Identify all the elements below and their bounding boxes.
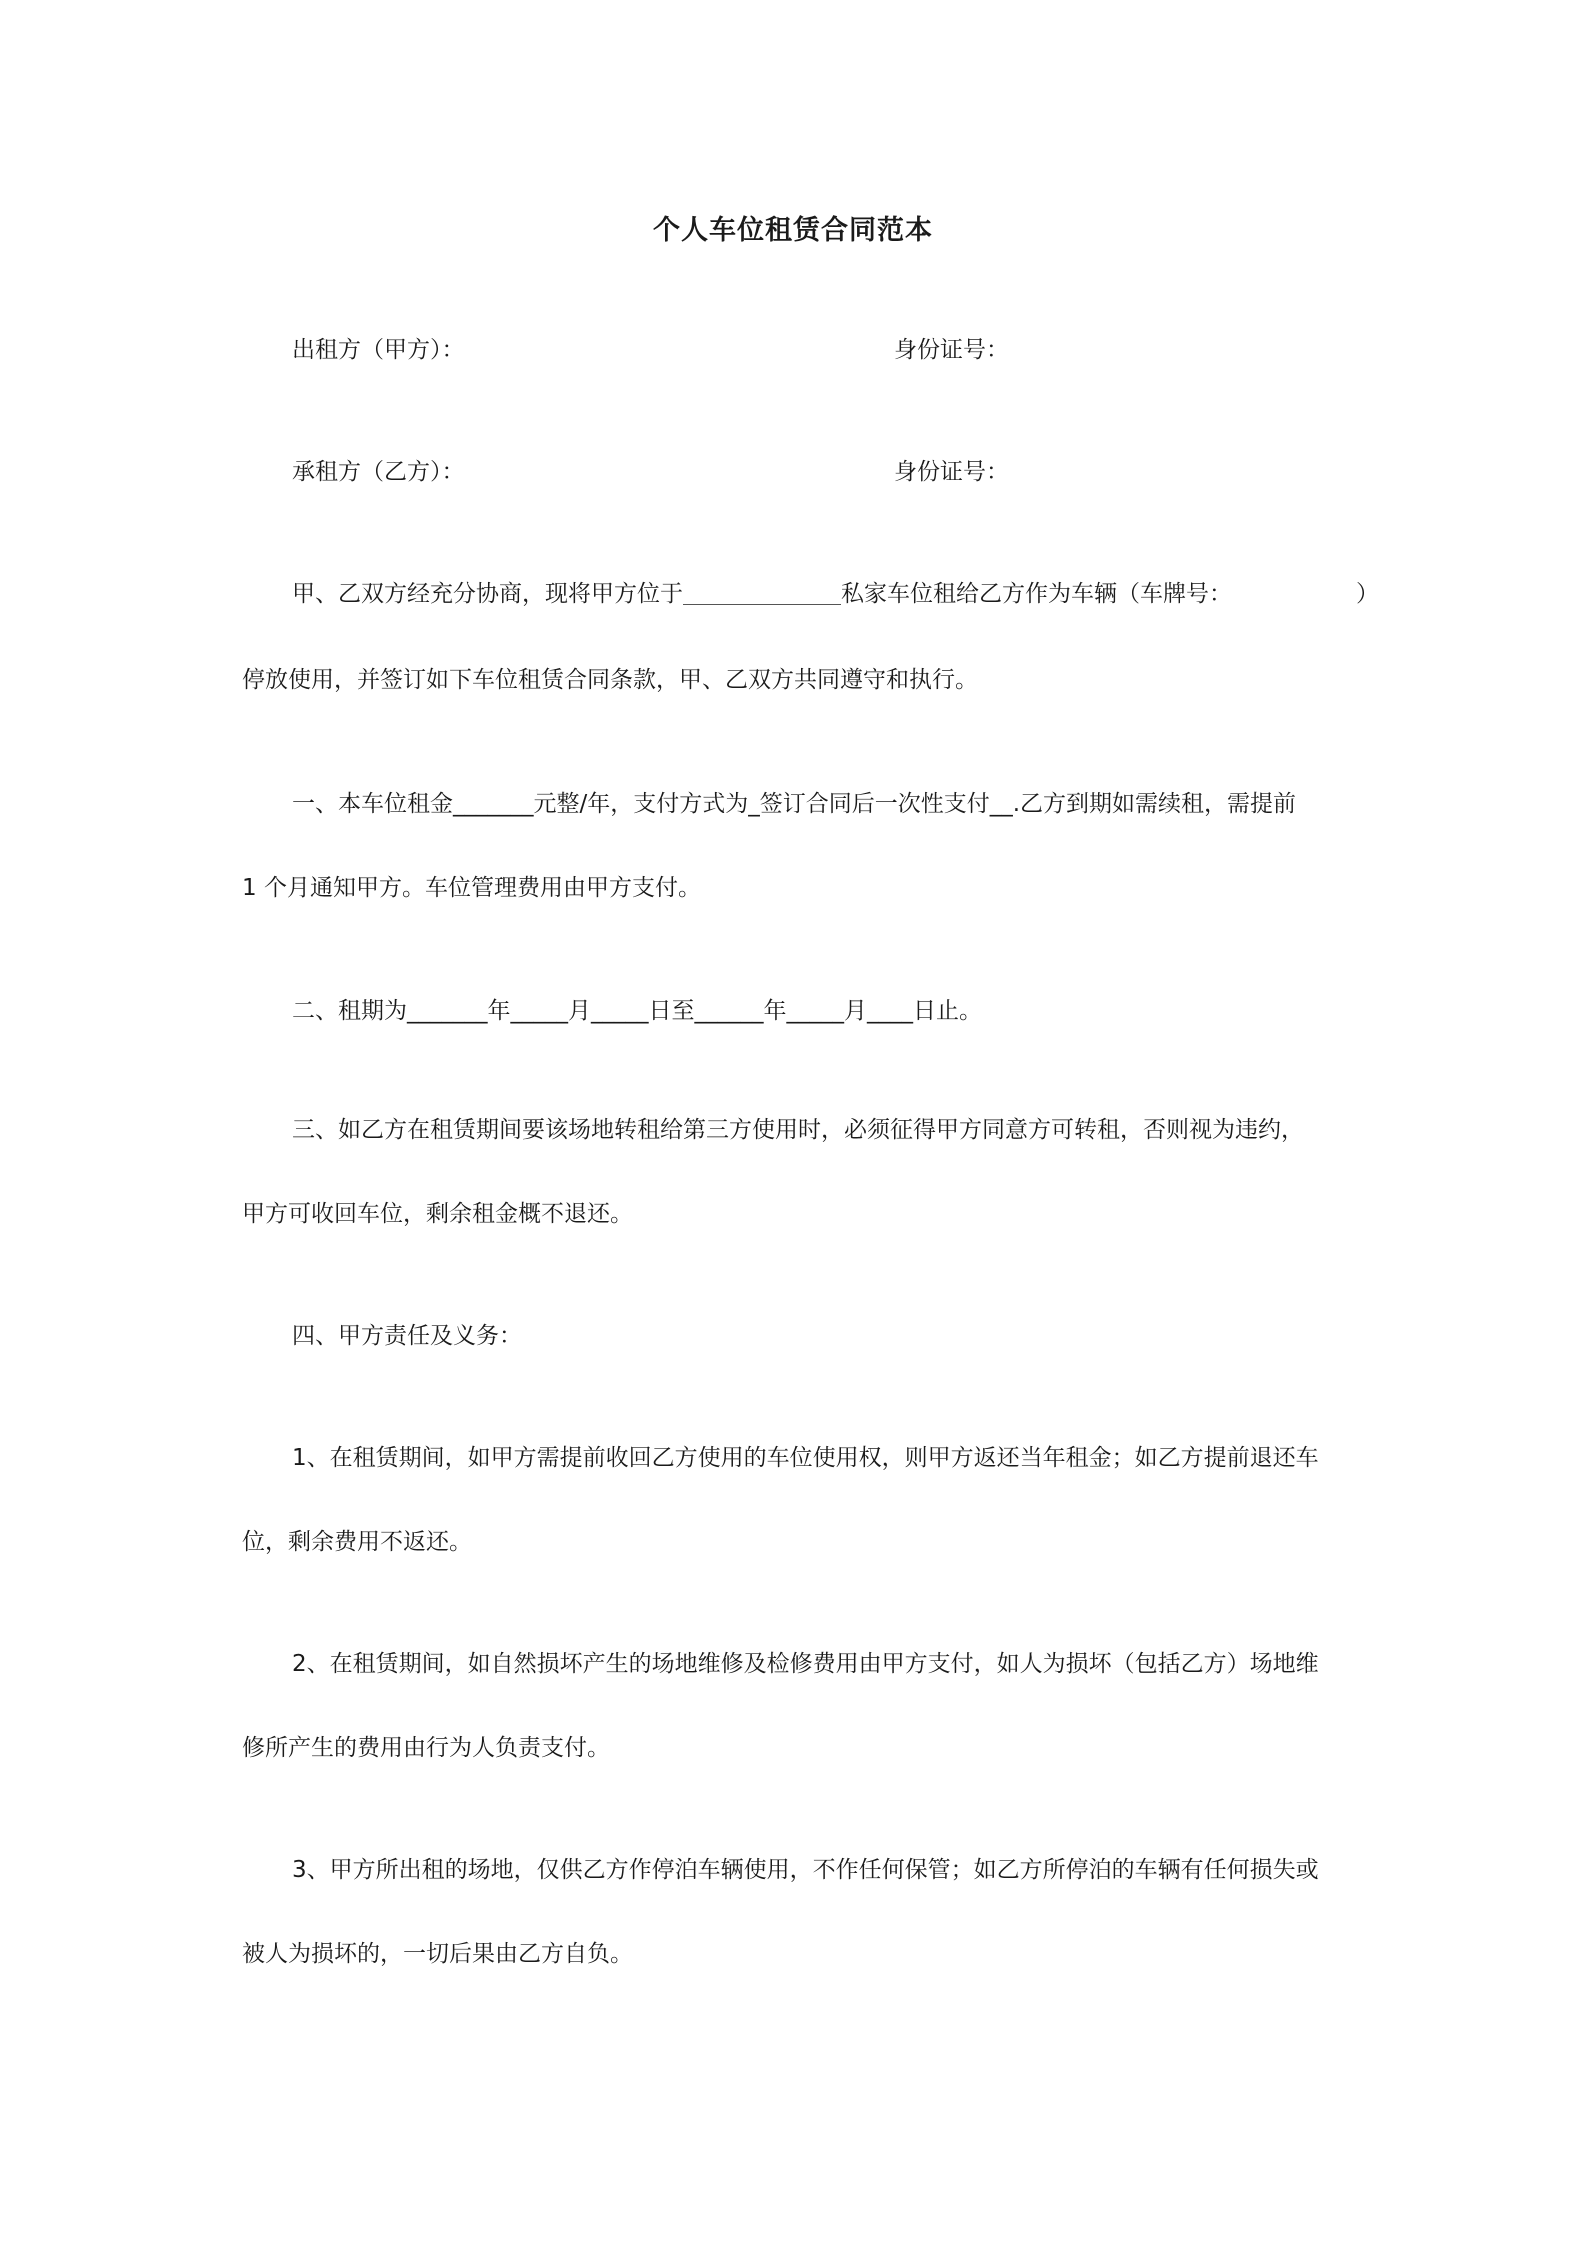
clause-2: 二、租期为_______年_____月_____日至______年_____月____日止。	[292, 998, 982, 1024]
lessee-label: 承租方（乙方）：	[292, 459, 465, 485]
item-2-line-2: 修所产生的费用由行为人负责支付。	[242, 1735, 610, 1761]
intro-line-1	[292, 576, 1379, 612]
clause-1-line-1	[292, 786, 1296, 822]
document-title: 个人车位租赁合同范本	[653, 215, 933, 246]
intro-part-1: 甲、乙双方经充分协商，现将甲方位于	[292, 581, 683, 607]
intro-part-3: ）	[1356, 581, 1379, 607]
item-3-line-1: 3、甲方所出租的场地，仅供乙方作停泊车辆使用，不作任何保管；如乙方所停泊的车辆有任何损失或	[292, 1857, 1319, 1883]
item-2-line-1: 2、在租赁期间，如自然损坏产生的场地维修及检修费用由甲方支付，如人为损坏（包括乙方）场地维	[292, 1651, 1319, 1677]
clause-1-part-2: 元整/年，支付方式为	[533, 791, 749, 817]
item-1-line-1: 1、在租赁期间，如甲方需提前收回乙方使用的车位使用权，则甲方返还当年租金；如乙方提前退还车	[292, 1445, 1319, 1471]
clause-4-heading: 四、甲方责任及义务：	[292, 1323, 522, 1349]
item-3-line-2: 被人为损坏的，一切后果由乙方自负。	[242, 1941, 633, 1967]
location-blank	[683, 576, 841, 605]
payment-method: _签订合同后一次性支付__	[748, 791, 1013, 817]
item-1-line-2: 位，剩余费用不返还。	[242, 1529, 472, 1555]
intro-line-2: 停放使用，并签订如下车位租赁合同条款，甲、乙双方共同遵守和执行。	[242, 667, 978, 693]
lessor-label: 出租方（甲方）：	[292, 337, 465, 363]
clause-3-line-2: 甲方可收回车位，剩余租金概不退还。	[242, 1201, 633, 1227]
lessee-id-label: 身份证号：	[894, 459, 1009, 485]
clause-1-part-3: .乙方到期如需续租，需提前	[1012, 791, 1297, 817]
intro-part-2: 私家车位租给乙方作为车辆（车牌号：	[841, 581, 1232, 607]
clause-3-line-1: 三、如乙方在租赁期间要该场地转租给第三方使用时，必须征得甲方同意方可转租，否则视为违约，	[292, 1117, 1304, 1143]
clause-1-part-1: 一、本车位租金	[292, 791, 453, 817]
lessor-id-label: 身份证号：	[894, 337, 1009, 363]
rent-blank: _______	[453, 791, 534, 817]
clause-1-line-2: 1 个月通知甲方。车位管理费用由甲方支付。	[242, 875, 701, 901]
